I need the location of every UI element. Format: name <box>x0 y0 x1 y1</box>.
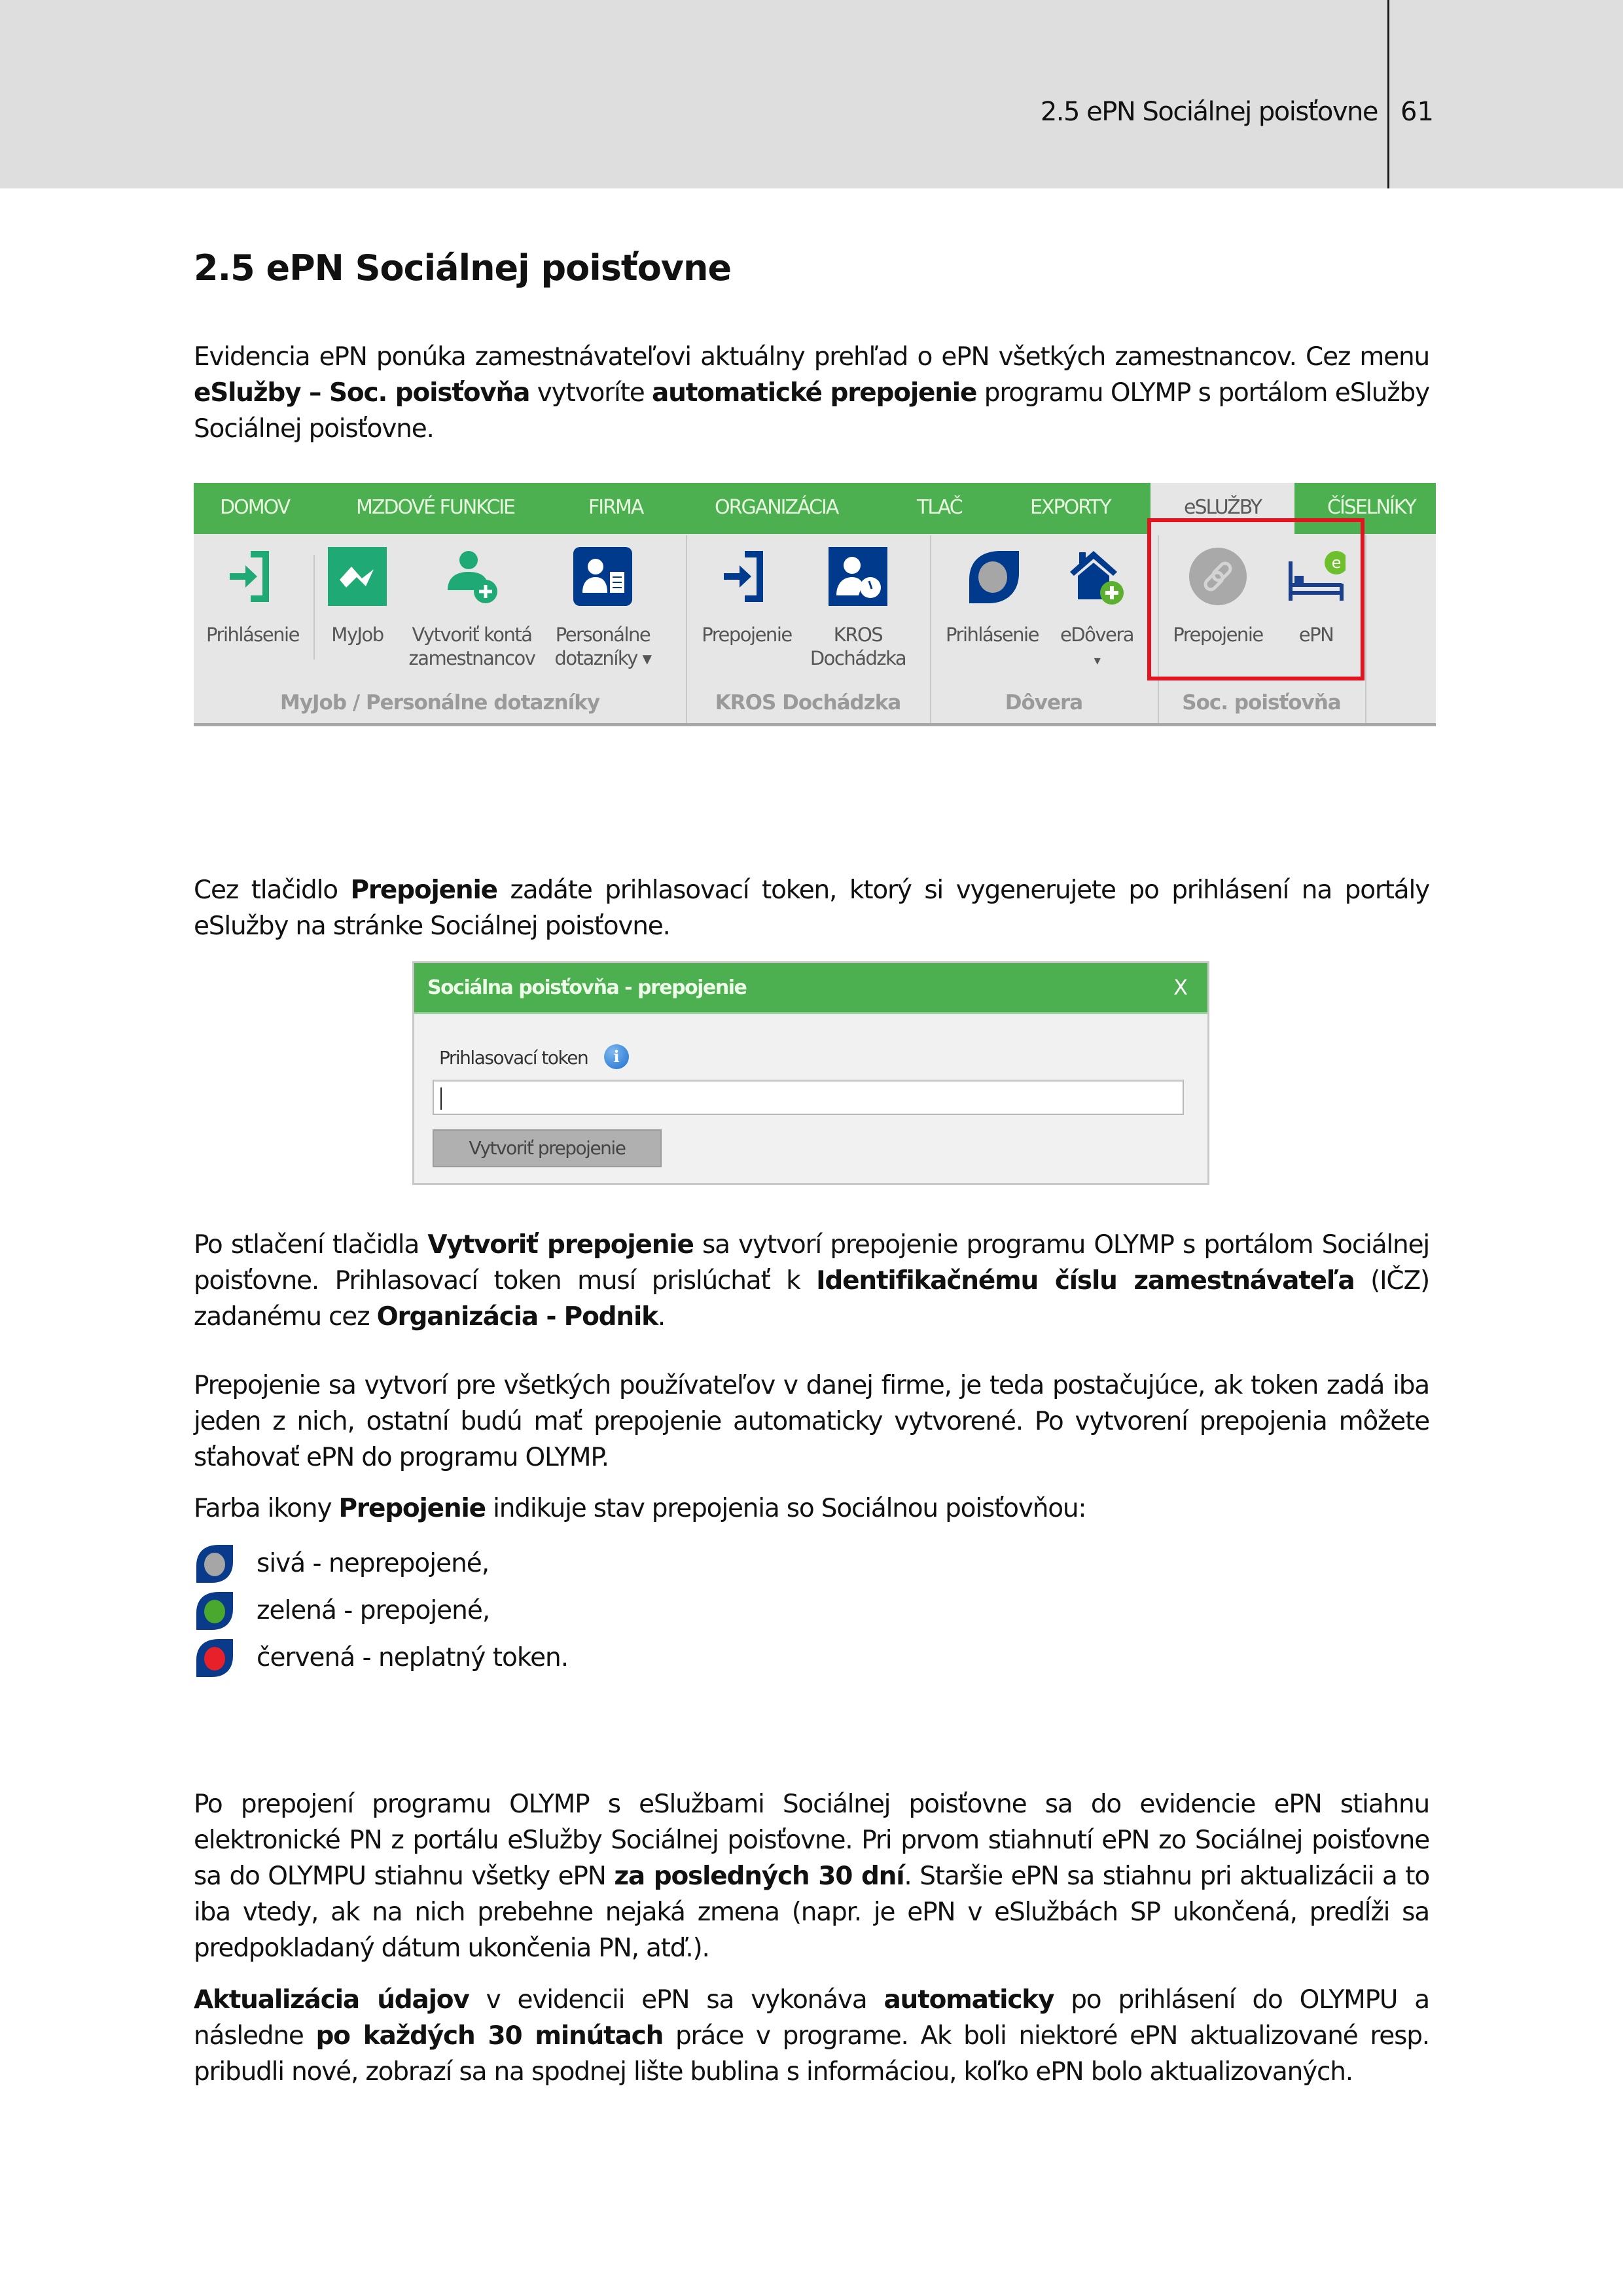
ribbon-button-soc-prepojenie[interactable]: Prepojenie <box>1162 547 1274 646</box>
download-paragraph <box>194 1786 1429 1966</box>
legend-item-red: červená - neplatný token. <box>194 1637 568 1678</box>
emphasis: po každých 30 minútach <box>315 2021 664 2051</box>
personnel-form-icon <box>573 547 632 606</box>
token-input[interactable] <box>433 1080 1184 1115</box>
login-arrow-icon <box>223 547 282 606</box>
emphasis: automaticky <box>883 1985 1054 2015</box>
text: (IČZ) zadanému cez <box>194 1266 1429 1332</box>
tab-domov[interactable]: DOMOV <box>220 496 290 519</box>
text: zadáte prihlasovací token, ktorý si vygenerujete po prihlásení na portály eSlužby na stránke Sociálnej poisťovne. <box>194 875 1429 941</box>
update-paragraph <box>194 1982 1429 2090</box>
group-label-myjob: MyJob / Personálne dotazníky <box>279 691 600 715</box>
connect-dialog <box>412 961 1209 1185</box>
ribbon-button-create-accounts[interactable]: Vytvoriť kontá zamestnancov <box>403 547 541 670</box>
intro-paragraph <box>194 339 1429 447</box>
group-label-soc-poistovna: Soc. poisťovňa <box>1182 691 1341 715</box>
text: v evidencii ePN sa vykonáva <box>469 1985 884 2015</box>
ribbon-group-separator <box>1365 535 1366 723</box>
text: po prihlásení do OLYMPU a následne <box>194 1985 1429 2051</box>
text: Cez tlačidlo <box>194 875 351 905</box>
close-icon[interactable]: X <box>1173 975 1188 1000</box>
tab-tlac[interactable]: TLAČ <box>917 496 962 519</box>
highlight-box <box>1147 518 1364 680</box>
tab-organizacia[interactable]: ORGANIZÁCIA <box>715 496 838 519</box>
house-add-icon <box>1067 547 1126 606</box>
group-label-kros: KROS Dochádzka <box>715 691 901 715</box>
connect-paragraph <box>194 872 1429 944</box>
ribbon-button-kros-prepojenie[interactable]: Prepojenie <box>691 547 802 646</box>
emphasis: Prepojenie <box>350 875 497 905</box>
menu-path: eSlužby – Soc. poisťovňa <box>194 378 530 408</box>
emphasis: Vytvoriť prepojenie <box>427 1230 694 1260</box>
text: Po stlačení tlačidla <box>194 1230 428 1260</box>
ribbon-button-epn[interactable]: e ePN <box>1280 547 1352 646</box>
legend-item-green: zelená - prepojené, <box>194 1590 490 1631</box>
color-paragraph <box>194 1491 1429 1527</box>
emphasis: Aktualizácia údajov <box>194 1985 469 2015</box>
ribbon-separator <box>313 555 315 660</box>
status-green-icon <box>194 1589 236 1631</box>
svg-text:e: e <box>1331 554 1342 572</box>
text: indikuje stav prepojenia so Sociálnou poisťovňou: <box>485 1494 1086 1523</box>
emphasis: Identifikačnému číslu zamestnávateľa <box>816 1266 1355 1296</box>
text: Po prepojení programu OLYMP s eSlužbami Sociálnej poisťovne sa do evidencie ePN stiahnu elektronické PN z portálu eSlužby Sociálnej poisťovne. Pri prvom stiahnutí ePN zo Sociálnej poisťovne sa do OLYMPU stiahnu všetky ePN <box>194 1790 1429 1891</box>
attendance-clock-icon <box>829 547 887 606</box>
ribbon-button-dovera-prihlasenie[interactable]: Prihlásenie <box>936 547 1048 646</box>
tab-esluzby[interactable]: eSLUŽBY <box>1150 483 1294 534</box>
token-label: Prihlasovací token <box>439 1047 588 1069</box>
ribbon-button-kros-dochadzka[interactable]: KROS Dochádzka <box>806 547 910 670</box>
dovera-logo-icon <box>963 547 1022 606</box>
ribbon-button-edovera[interactable]: eDôvera ▾ <box>1051 547 1143 672</box>
emphasis: Prepojenie <box>338 1494 486 1523</box>
emphasis: automatické prepojenie <box>652 378 977 408</box>
add-user-icon <box>442 547 501 606</box>
status-gray-icon <box>194 1542 236 1584</box>
ribbon-screenshot <box>194 483 1436 726</box>
text: Farba ikony <box>194 1494 339 1523</box>
ribbon-button-myjob[interactable]: MyJob <box>318 547 397 646</box>
group-label-dovera: Dôvera <box>1005 691 1083 715</box>
ribbon-button-personnel-forms[interactable]: Personálne dotazníky ▾ <box>544 547 662 670</box>
tab-exporty[interactable]: EXPORTY <box>1030 496 1111 519</box>
users-paragraph: Prepojenie sa vytvorí pre všetkých používateľov v danej firme, je teda postačujúce, ak token zadá iba jeden z nich, ostatní budú mať prepojenie automaticky vytvorené. Po vytvorení prepojenia môžete sťahovať ePN do programu OLYMP. <box>194 1371 1429 1472</box>
running-title: 2.5 ePN Sociálnej poisťovne <box>1040 97 1378 127</box>
ribbon-button-myjob-prihlasenie[interactable]: Prihlásenie <box>200 547 305 646</box>
tab-ciselniky[interactable]: ČÍSELNÍKY <box>1327 496 1416 519</box>
legend-item-gray: sivá - neprepojené, <box>194 1543 489 1583</box>
after-create-paragraph <box>194 1227 1429 1335</box>
create-connection-button[interactable]: Vytvoriť prepojenie <box>433 1129 662 1167</box>
page-number: 61 <box>1400 97 1434 127</box>
text: programu OLYMP s portálom eSlužby Sociálnej poisťovne. <box>194 378 1429 444</box>
text: práce v programe. Ak boli niektoré ePN aktualizované resp. pribudli nové, zobrazí sa na spodnej lište bublina s informáciou, koľko ePN bolo aktualizovaných. <box>194 2021 1429 2087</box>
tab-mzdove-funkcie[interactable]: MZDOVÉ FUNKCIE <box>356 496 515 519</box>
section-title: 2.5 ePN Sociálnej poisťovne <box>194 247 732 289</box>
dialog-title: Sociálna poisťovňa - prepojenie <box>427 976 747 999</box>
text: . Staršie ePN sa stiahnu pri aktualizácii a to iba vtedy, ak na nich prebehne nejaká zmena (napr. je ePN v eSlužbách SP ukončená, predĺži sa predpokladaný dátum ukončenia PN, atď.). <box>194 1862 1429 1963</box>
status-red-icon <box>194 1636 236 1678</box>
emphasis: za posledných 30 dní <box>614 1862 904 1891</box>
info-icon[interactable]: i <box>604 1044 629 1069</box>
emphasis: Organizácia - Podnik <box>376 1302 658 1332</box>
tab-firma[interactable]: FIRMA <box>588 496 643 519</box>
header-divider <box>1387 0 1389 188</box>
text: vytvoríte <box>529 378 652 408</box>
text: . <box>657 1302 666 1332</box>
text-caret <box>440 1087 442 1110</box>
text: sa vytvorí prepojenie programu OLYMP s portálom Sociálnej poisťovne. Prihlasovací token musí prislúchať k <box>194 1230 1429 1296</box>
myjob-logo-icon <box>328 547 387 606</box>
text: Evidencia ePN ponúka zamestnávateľovi aktuálny prehľad o ePN všetkých zamestnancov. Cez menu <box>194 342 1429 372</box>
dialog-title-bar <box>414 963 1207 1014</box>
page-header <box>0 0 1623 188</box>
login-arrow-icon <box>717 547 776 606</box>
